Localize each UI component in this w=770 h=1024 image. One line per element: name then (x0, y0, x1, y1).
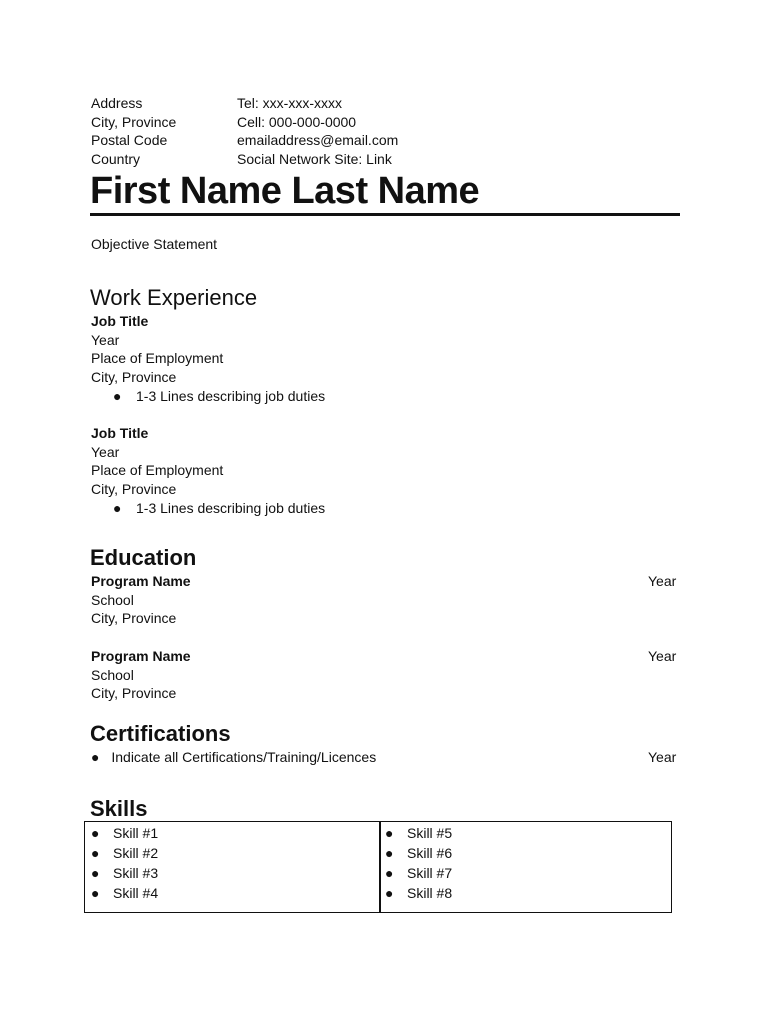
contact-phone-block (237, 94, 398, 169)
bullet-icon: ● (385, 885, 394, 901)
skill-item (385, 824, 452, 844)
skill-text: Skill #6 (407, 845, 453, 861)
skills-table (84, 821, 672, 913)
skill-item (385, 884, 452, 904)
job-year: Year (91, 443, 120, 460)
education-heading: Education (90, 545, 197, 570)
job-duty-text: 1-3 Lines describing job duties (136, 499, 326, 516)
bullet-icon: ● (91, 845, 100, 861)
bullet-icon: ● (385, 865, 394, 881)
skill-item (91, 884, 158, 904)
email-line: emailaddress@email.com (237, 132, 399, 149)
cell-line: Cell: 000-000-0000 (237, 113, 357, 130)
skill-text: Skill #7 (407, 865, 453, 881)
work-experience-heading: Work Experience (90, 285, 258, 310)
skills-column-divider (379, 822, 381, 912)
skill-item (91, 824, 158, 844)
job-city: City, Province (91, 369, 177, 386)
postal-line: Postal Code (91, 132, 168, 149)
job-place: Place of Employment (91, 462, 224, 479)
program-name: Program Name (91, 648, 191, 664)
bullet-icon: ● (91, 885, 100, 901)
city-line: City, Province (91, 113, 177, 130)
job-place: Place of Employment (91, 350, 224, 367)
skills-column-left (91, 824, 158, 904)
skill-text: Skill #1 (113, 825, 159, 841)
school-name: School (91, 591, 134, 608)
skill-text: Skill #3 (113, 865, 159, 881)
bullet-icon: ● (91, 749, 100, 765)
school-city: City, Province (91, 610, 177, 627)
social-line: Social Network Site: Link (237, 151, 392, 168)
skills-heading: Skills (90, 796, 148, 821)
bullet-icon: ● (385, 825, 394, 841)
job-duty (91, 499, 325, 518)
certification-year: Year (648, 749, 677, 765)
job-year: Year (91, 331, 120, 348)
job-entry (91, 312, 325, 405)
job-entry (91, 424, 325, 517)
bullet-icon: ● (113, 387, 122, 404)
skill-text: Skill #2 (113, 845, 159, 861)
country-line: Country (91, 151, 141, 168)
school-city: City, Province (91, 685, 177, 702)
program-year: Year (648, 648, 677, 664)
job-title: Job Title (91, 425, 149, 441)
bullet-icon: ● (385, 845, 394, 861)
education-entry (91, 572, 691, 628)
skill-item (385, 844, 452, 864)
contact-address-block (91, 94, 176, 169)
tel-line: Tel: xxx-xxx-xxxx (237, 95, 342, 111)
school-name: School (91, 666, 134, 683)
skills-column-right (385, 824, 452, 904)
name-divider (90, 213, 680, 216)
job-duty (91, 387, 325, 406)
job-city: City, Province (91, 481, 177, 498)
skill-text: Skill #5 (407, 825, 453, 841)
skill-text: Skill #8 (407, 885, 453, 901)
certifications-heading: Certifications (90, 721, 231, 746)
job-title: Job Title (91, 313, 149, 329)
skill-item (91, 844, 158, 864)
skill-item (385, 864, 452, 884)
education-entry (91, 647, 691, 703)
bullet-icon: ● (113, 499, 122, 516)
address-line: Address (91, 95, 143, 111)
skill-text: Skill #4 (113, 885, 159, 901)
certification-text: Indicate all Certifications/Training/Licences (111, 749, 377, 765)
program-year: Year (648, 573, 677, 589)
bullet-icon: ● (91, 825, 100, 841)
certification-item (91, 748, 376, 766)
program-name: Program Name (91, 573, 191, 589)
objective-statement: Objective Statement (91, 236, 218, 252)
skill-item (91, 864, 158, 884)
full-name-heading: First Name Last Name (90, 170, 480, 212)
bullet-icon: ● (91, 865, 100, 881)
job-duty-text: 1-3 Lines describing job duties (136, 387, 326, 404)
